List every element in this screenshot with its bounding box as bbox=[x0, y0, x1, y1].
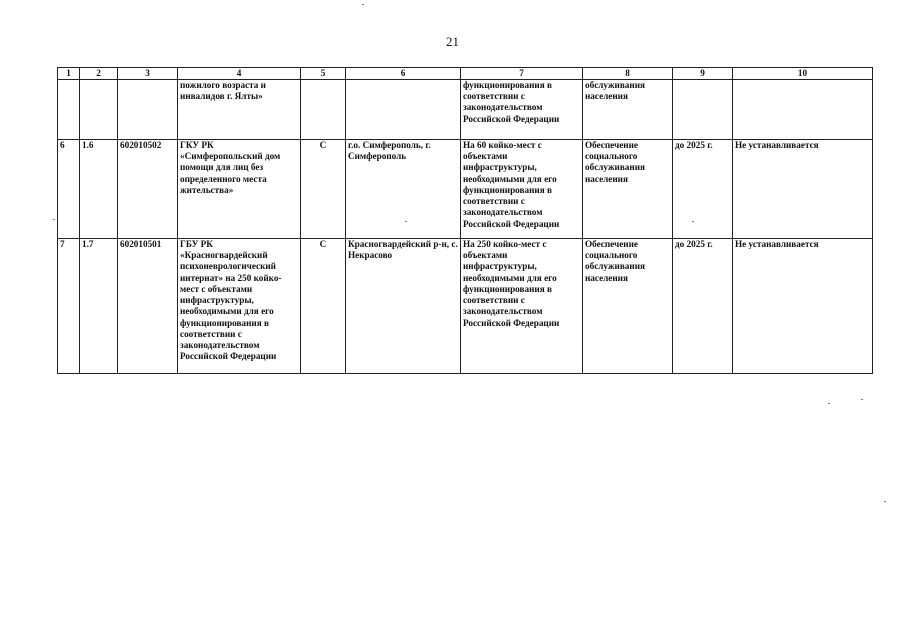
cell-code: 602010501 bbox=[118, 239, 178, 374]
cell-zone bbox=[733, 80, 873, 140]
cell-deadline: до 2025 г. bbox=[673, 239, 733, 374]
cell-characteristics: На 250 койко-мест с объектами инфраструктуры, необходимыми для его функционирования в соответствии с законодательством Российской Федерации bbox=[461, 239, 583, 374]
header-cell: 1 bbox=[58, 68, 80, 80]
scan-speck bbox=[362, 4, 364, 5]
cell-zone: Не устанавливается bbox=[733, 239, 873, 374]
scan-speck bbox=[405, 221, 407, 222]
cell-index bbox=[58, 80, 80, 140]
cell-object-name: ГБУ РК «Красногвардейский психоневрологический интернат» на 250 койко-мест с объектами инфраструктуры, необходимыми для его функционирования в соответствии с законодательством Российской Федерации bbox=[178, 239, 301, 374]
cell-deadline: до 2025 г. bbox=[673, 140, 733, 239]
header-cell: 10 bbox=[733, 68, 873, 80]
cell-object-name: пожилого возраста и инвалидов г. Ялты» bbox=[178, 80, 301, 140]
scan-speck bbox=[692, 221, 694, 222]
header-cell: 6 bbox=[346, 68, 461, 80]
scan-speck bbox=[828, 403, 830, 404]
cell-location: г.о. Симферополь, г. Симферополь bbox=[346, 140, 461, 239]
cell-code bbox=[118, 80, 178, 140]
header-cell: 9 bbox=[673, 68, 733, 80]
table-row bbox=[58, 80, 873, 140]
cell-index: 7 bbox=[58, 239, 80, 374]
cell-status bbox=[301, 80, 346, 140]
cell-characteristics: На 60 койко-мест с объектами инфраструктуры, необходимыми для его функционирования в соответствии с законодательством Российской Федерации bbox=[461, 140, 583, 239]
scan-speck bbox=[884, 501, 886, 502]
cell-zone: Не устанавливается bbox=[733, 140, 873, 239]
header-cell: 5 bbox=[301, 68, 346, 80]
scan-speck bbox=[53, 219, 55, 220]
cell-status: С bbox=[301, 239, 346, 374]
cell-object-name: ГКУ РК «Симферопольский дом помощи для лиц без определенного места жительства» bbox=[178, 140, 301, 239]
cell-location bbox=[346, 80, 461, 140]
header-cell: 8 bbox=[583, 68, 673, 80]
header-cell: 7 bbox=[461, 68, 583, 80]
cell-purpose: Обеспечение социального обслуживания населения bbox=[583, 239, 673, 374]
cell-purpose: обслуживания населения bbox=[583, 80, 673, 140]
cell-characteristics: функционирования в соответствии с законодательством Российской Федерации bbox=[461, 80, 583, 140]
cell-subindex bbox=[80, 80, 118, 140]
cell-index: 6 bbox=[58, 140, 80, 239]
header-cell: 2 bbox=[80, 68, 118, 80]
cell-code: 602010502 bbox=[118, 140, 178, 239]
header-row bbox=[58, 68, 873, 80]
table-row bbox=[58, 140, 873, 239]
cell-deadline bbox=[673, 80, 733, 140]
data-table bbox=[57, 67, 873, 374]
table-row bbox=[58, 239, 873, 374]
cell-subindex: 1.6 bbox=[80, 140, 118, 239]
cell-subindex: 1.7 bbox=[80, 239, 118, 374]
scan-speck bbox=[861, 399, 863, 400]
cell-status: С bbox=[301, 140, 346, 239]
page-number: 21 bbox=[446, 34, 459, 49]
cell-location: Красногвардейский р-н, с. Некрасово bbox=[346, 239, 461, 374]
cell-purpose: Обеспечение социального обслуживания населения bbox=[583, 140, 673, 239]
header-cell: 4 bbox=[178, 68, 301, 80]
header-cell: 3 bbox=[118, 68, 178, 80]
